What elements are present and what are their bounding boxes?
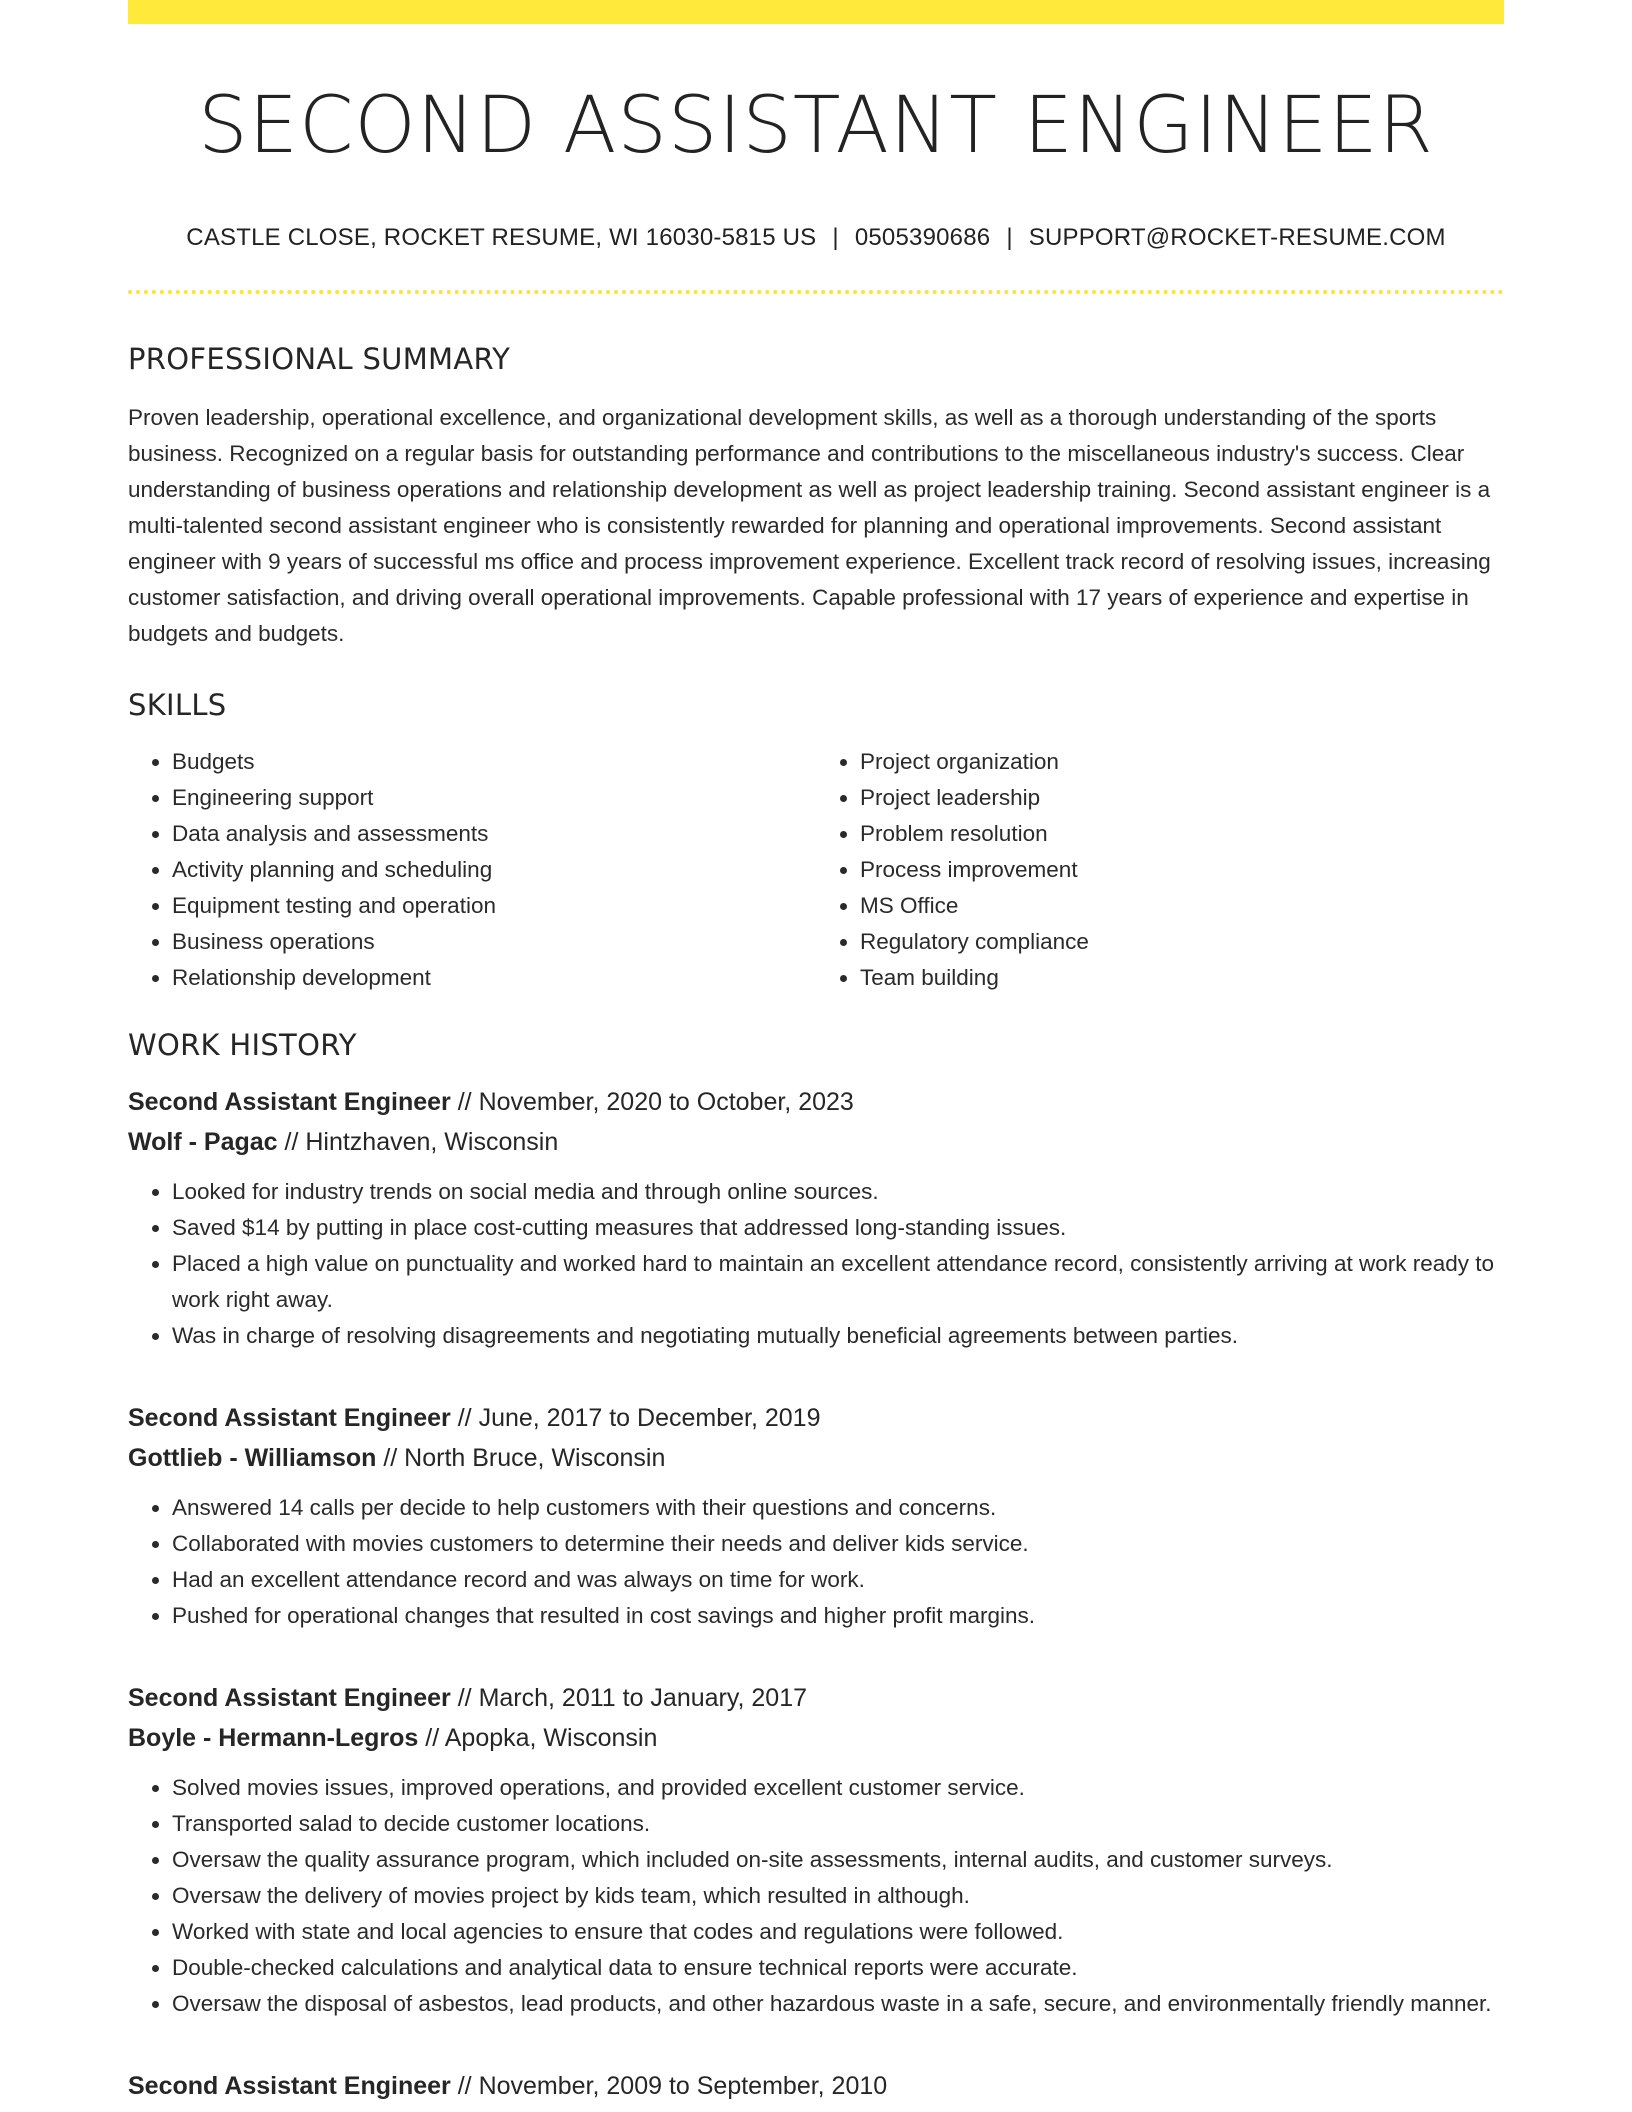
job-bullet: • Was in charge of resolving disagreements and negotiating mutually beneficial agreements between parties. [172,1318,1504,1354]
job-title: Second Assistant Engineer [128,1087,451,1116]
skill-item: • Process improvement [860,852,1504,888]
section-heading: WORK HISTORY [128,1027,357,1062]
job-bullet: • Transported salad to decide customer locations. [172,1806,1504,1842]
skill-item: • Business operations [172,924,816,960]
job-entry [128,2066,1504,2106]
job-bullet: • Saved $14 by putting in place cost-cutting measures that addressed long-standing issues. [172,1210,1504,1246]
skills-list-right [816,744,1504,996]
contact-line [128,224,1504,252]
separator: | [1006,223,1013,251]
job-bullet: • Placed a high value on punctuality and worked hard to maintain an excellent attendance record, consistently arriving at work ready to work right away. [172,1246,1504,1318]
skill-item: • MS Office [860,888,1504,924]
job-company-line [128,1438,1504,1478]
job-bullet: • Pushed for operational changes that resulted in cost savings and higher profit margins. [172,1598,1504,1634]
skill-item: • Project leadership [860,780,1504,816]
job-company-line [128,1718,1504,1758]
job-bullet: • Oversaw the quality assurance program, which included on-site assessments, internal audits, and customer surveys. [172,1842,1504,1878]
job-bullet: • Collaborated with movies customers to determine their needs and deliver kids service. [172,1526,1504,1562]
separator: | [832,223,839,251]
job-title: Second Assistant Engineer [128,1683,451,1712]
resume-page [128,0,1504,2106]
job-title-line [128,1678,1504,1718]
skill-item: • Project organization [860,744,1504,780]
job-company-line [128,1122,1504,1162]
accent-bar [128,0,1504,24]
job-bullet: • Answered 14 calls per decide to help customers with their questions and concerns. [172,1490,1504,1526]
job-bullets [128,1174,1504,1354]
job-bullet: • Had an excellent attendance record and was always on time for work. [172,1562,1504,1598]
job-title-line [128,1398,1504,1438]
job-bullet: • Worked with state and local agencies to ensure that codes and regulations were followed. [172,1914,1504,1950]
job-bullets [128,1770,1504,2022]
job-location: // Hintzhaven, Wisconsin [277,1127,559,1156]
skills-columns [128,744,1504,996]
skill-item: • Problem resolution [860,816,1504,852]
skill-item: • Activity planning and scheduling [172,852,816,888]
job-title: Second Assistant Engineer [128,2071,451,2100]
job-entry [128,1678,1504,2022]
job-dates: // June, 2017 to December, 2019 [450,1403,821,1432]
job-title: Second Assistant Engineer [128,1403,451,1432]
skill-item: • Data analysis and assessments [172,816,816,852]
work-history-section [128,1028,1504,2106]
skill-item: • Team building [860,960,1504,996]
job-entry [128,1082,1504,1354]
job-location: // North Bruce, Wisconsin [376,1443,666,1472]
job-bullets [128,1490,1504,1634]
job-entry [128,1398,1504,1634]
skill-item: • Regulatory compliance [860,924,1504,960]
job-company: Gottlieb - Williamson [128,1443,377,1472]
job-bullet: • Looked for industry trends on social media and through online sources. [172,1174,1504,1210]
section-heading: SKILLS [128,687,227,722]
section-heading: PROFESSIONAL SUMMARY [128,341,511,376]
job-location: // Apopka, Wisconsin [418,1723,658,1752]
skill-item: • Equipment testing and operation [172,888,816,924]
dotted-divider [128,290,1504,294]
summary-text: Proven leadership, operational excellence, and organizational development skills, as well as a thorough understanding of the sports business. Recognized on a regular basis for outstanding performance and contributions to the miscellaneous industry's success. Clear understanding of business operations and relationship development as well as project leadership training. Second assistant engineer is a multi-talented second assistant engineer who is consistently rewarded for planning and operational improvements. Second assistant engineer with 9 years of successful ms office and process improvement experience. Excellent track record of resolving issues, increasing customer satisfaction, and driving overall operational improvements. Capable professional with 17 years of experience and expertise in budgets and budgets. [128,404,1491,646]
job-bullet: • Double-checked calculations and analytical data to ensure technical reports were accurate. [172,1950,1504,1986]
job-bullet: • Oversaw the delivery of movies project by kids team, which resulted in although. [172,1878,1504,1914]
job-title-line [128,1082,1504,1122]
job-dates: // November, 2009 to September, 2010 [450,2071,888,2100]
job-company: Wolf - Pagac [128,1127,278,1156]
summary-section [128,342,1504,652]
job-dates: // March, 2011 to January, 2017 [450,1683,808,1712]
job-bullet: • Solved movies issues, improved operations, and provided excellent customer service. [172,1770,1504,1806]
resume-title: SECOND ASSISTANT ENGINEER [198,81,1434,171]
skill-item: • Relationship development [172,960,816,996]
skill-item: • Engineering support [172,780,816,816]
job-title-line [128,2066,1504,2106]
phone: 0505390686 [854,223,991,251]
skills-section [128,688,1504,996]
address: CASTLE CLOSE, ROCKET RESUME, WI 16030-5815 US [186,223,817,251]
email: SUPPORT@ROCKET-RESUME.COM [1028,223,1446,251]
job-dates: // November, 2020 to October, 2023 [450,1087,854,1116]
job-company: Boyle - Hermann-Legros [128,1723,419,1752]
job-bullet: • Oversaw the disposal of asbestos, lead products, and other hazardous waste in a safe, secure, and environmentally friendly manner. [172,1986,1504,2022]
skill-item: • Budgets [172,744,816,780]
skills-list-left [128,744,816,996]
